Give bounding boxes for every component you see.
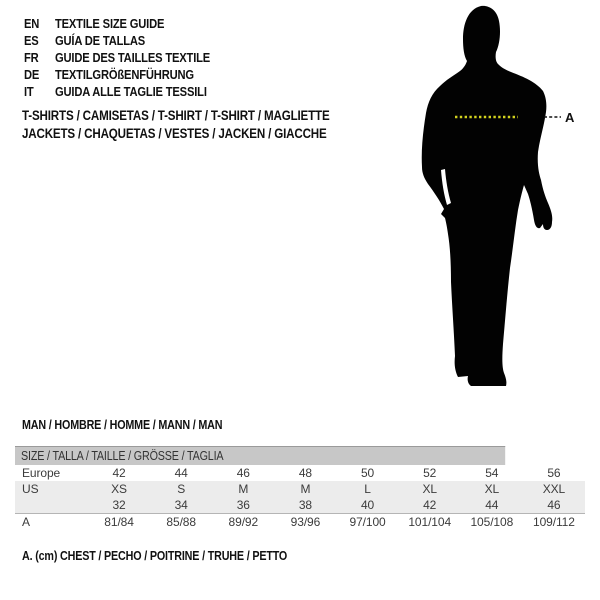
guide-title-es: GUÍA DE TALLAS [54, 33, 146, 48]
size-cell: 105/108 [461, 514, 523, 531]
measure-label-a: A [565, 110, 575, 125]
table-row-us [15, 481, 585, 497]
size-cell: 48 [298, 466, 313, 480]
size-cell: 46 [547, 498, 561, 512]
size-cell: 42 [112, 466, 126, 480]
size-cell: 97/100 [337, 514, 399, 531]
language-row-it [24, 83, 210, 100]
size-cell: 54 [485, 466, 499, 480]
size-cell: M [238, 482, 249, 496]
size-cell: 44 [174, 466, 188, 480]
size-table [15, 446, 585, 530]
size-cell: 109/112 [523, 514, 585, 531]
size-cell: 32 [112, 498, 126, 512]
size-cell: XL [484, 482, 500, 496]
row-label [15, 497, 88, 514]
language-title-list [24, 15, 210, 100]
category-tshirts: T-SHIRTS / CAMISETAS / T-SHIRT / T-SHIRT / MAGLIETTE [22, 108, 330, 123]
size-cell: M [300, 482, 311, 496]
language-code: EN [24, 16, 40, 31]
category-jackets: JACKETS / CHAQUETAS / VESTES / JACKEN / GIACCHE [22, 125, 327, 141]
table-row-chest-a [15, 514, 585, 531]
measurement-footnote: A. (cm) CHEST / PECHO / POITRINE / TRUHE / PETTO [22, 549, 288, 563]
size-cell: XS [111, 482, 127, 496]
language-code: ES [24, 33, 39, 48]
size-cell: 93/96 [274, 514, 336, 531]
size-cell: XL [422, 482, 437, 496]
guide-title-fr: GUIDE DES TAILLES TEXTILE [54, 50, 211, 65]
man-body-shape [422, 6, 553, 386]
size-cell: S [177, 482, 186, 496]
size-cell: 52 [423, 466, 437, 480]
guide-title-de: TEXTILGRÖßENFÜHRUNG [54, 67, 194, 82]
table-row-us-numeric [15, 497, 585, 514]
guide-title-en: TEXTILE SIZE GUIDE [54, 16, 165, 31]
size-cell: L [364, 482, 371, 496]
language-code: FR [24, 50, 39, 65]
size-cell: 89/92 [212, 514, 274, 531]
language-row-fr [24, 49, 210, 66]
size-cell: 81/84 [88, 514, 150, 531]
row-label: A [15, 514, 88, 531]
size-cell: XXL [542, 482, 566, 496]
man-silhouette [410, 0, 600, 400]
size-cell: 40 [360, 498, 375, 512]
size-cell: 85/88 [150, 514, 212, 531]
language-row-en [24, 15, 210, 32]
size-cell: 56 [547, 466, 561, 480]
size-cell: 101/104 [399, 514, 461, 531]
size-cell: 46 [236, 466, 250, 480]
size-cell: 42 [423, 498, 437, 512]
size-cell: 50 [360, 466, 375, 480]
size-table-header: SIZE / TALLA / TAILLE / GRÖSSE / TAGLIA [15, 446, 505, 465]
size-cell: 34 [174, 498, 188, 512]
language-row-es [24, 32, 210, 49]
language-code: DE [24, 67, 40, 82]
table-row-europe [15, 465, 585, 481]
language-row-de [24, 66, 210, 83]
row-label: US [22, 482, 39, 496]
section-label-man: MAN / HOMBRE / HOMME / MANN / MAN [22, 418, 223, 432]
size-cell: 36 [236, 498, 250, 512]
size-cell: 38 [298, 498, 313, 512]
size-cell: 44 [485, 498, 499, 512]
language-code: IT [24, 84, 34, 99]
garment-categories [22, 107, 330, 142]
size-table-grid [15, 465, 585, 530]
row-label: Europe [22, 466, 61, 480]
guide-title-it: GUIDA ALLE TAGLIE TESSILI [54, 84, 207, 99]
